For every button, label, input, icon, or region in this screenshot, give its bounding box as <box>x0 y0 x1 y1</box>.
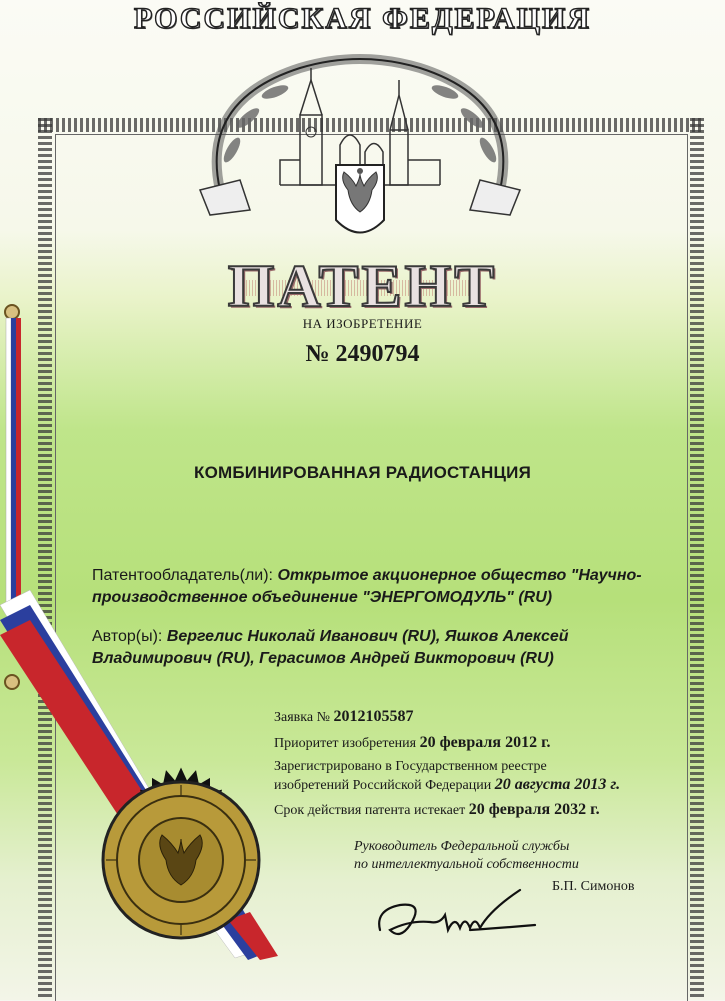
decorative-border-right <box>690 118 704 998</box>
priority-label: Приоритет изобретения <box>274 736 420 751</box>
document-subtitle: НА ИЗОБРЕТЕНИЕ <box>302 316 423 331</box>
handwritten-signature-icon <box>370 880 540 950</box>
expiry-record <box>274 801 600 820</box>
patent-number: № 2490794 <box>305 341 420 367</box>
signatory-title-line-1: Руководитель Федеральной службы <box>354 839 570 854</box>
kremlin-emblem-icon <box>180 40 540 250</box>
registered-record <box>274 776 620 795</box>
application-number: 2012105587 <box>333 708 414 725</box>
priority-date: 20 февраля 2012 г. <box>419 734 551 751</box>
signatory-title-line-2: по интеллектуальной собственности <box>354 857 579 872</box>
application-label: Заявка № <box>274 710 334 725</box>
authors-value: Вергелис Николай Иванович (RU), Яшков Алексей Владимирович (RU), Герасимов Андрей Викторович (RU) <box>92 628 569 667</box>
registered-label: изобретений Российской Федерации <box>274 778 495 793</box>
expiry-date: 20 февраля 2032 г. <box>468 801 600 818</box>
registered-date: 20 августа 2013 г. <box>494 776 621 793</box>
patent-holder-label: Патентообладатель(ли): <box>92 567 278 584</box>
document-type: ПАТЕНТ <box>227 253 498 319</box>
invention-title: КОМБИНИРОВАННАЯ РАДИОСТАНЦИЯ <box>194 463 531 482</box>
authors-label: Автор(ы): <box>92 628 167 645</box>
expiry-label: Срок действия патента истекает <box>274 803 469 818</box>
registered-line-1: Зарегистрировано в Государственном реестре <box>274 759 547 774</box>
priority-record <box>274 734 551 753</box>
rospatent-seal-icon <box>86 765 276 955</box>
country-title: РОССИЙСКАЯ ФЕДЕРАЦИЯ <box>133 2 591 35</box>
patent-holder-value: Открытое акционерное общество "Научно-производственное объединение "ЭНЕРГОМОДУЛЬ" (RU) <box>92 567 642 606</box>
signatory-name: Б.П. Симонов <box>552 879 635 894</box>
